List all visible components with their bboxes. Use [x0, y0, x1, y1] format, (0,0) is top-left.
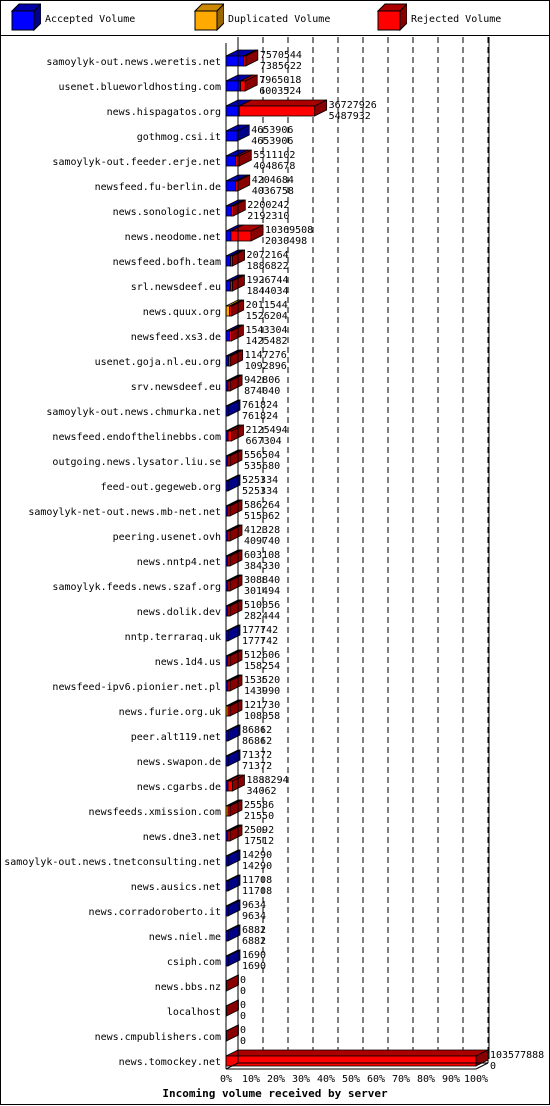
accepted-bar — [226, 231, 231, 241]
value-label-accepted: 0 — [490, 1061, 497, 1072]
category-label: news.neodome.net — [124, 232, 221, 243]
rejected-bar — [244, 56, 246, 66]
category-label: feed-out.gegeweb.org — [100, 482, 221, 493]
category-label: news.tomockey.net — [118, 1057, 221, 1068]
value-label-total: 10369508 — [265, 225, 314, 236]
category-label: news.dolik.dev — [136, 607, 221, 618]
x-tick-label: 40% — [316, 1074, 336, 1085]
x-tick-label: 10% — [241, 1074, 261, 1085]
category-label: newsfeed.fu-berlin.de — [94, 182, 221, 193]
rejected-bar — [236, 181, 238, 191]
value-label-total: 0 — [240, 1000, 247, 1011]
category-label: news.hispagatos.org — [106, 107, 221, 118]
rejected-bar — [230, 281, 232, 291]
category-label: news.furie.org.uk — [118, 707, 221, 718]
category-label: news.sonologic.net — [112, 207, 221, 218]
rejected-bar — [228, 506, 230, 516]
x-tick-label: 30% — [291, 1074, 311, 1085]
category-label: news.quux.org — [142, 307, 221, 318]
accepted-bar — [226, 256, 231, 266]
x-tick-label: 0% — [219, 1074, 233, 1085]
category-label: news.swapon.de — [136, 757, 221, 768]
category-label: newsfeed-ipv6.pionier.net.pl — [52, 682, 221, 693]
value-label-total: 556504 — [244, 450, 281, 461]
value-label-total: 2011544 — [245, 300, 288, 311]
accepted-bar — [226, 206, 231, 216]
bar-chart — [1, 1, 550, 1106]
value-label-total: 11708 — [242, 875, 273, 886]
value-label-total: 761824 — [242, 400, 279, 411]
value-label-accepted: 1844034 — [246, 286, 289, 297]
value-label-total: 308840 — [244, 575, 281, 586]
rejected-bar — [228, 606, 230, 616]
accepted-bar — [226, 106, 239, 116]
value-label-total: 25586 — [244, 800, 275, 811]
category-label: news.corradoroberto.it — [88, 907, 221, 918]
category-label: newsfeed.bofh.team — [112, 257, 221, 268]
value-label-total: 1888294 — [246, 775, 289, 786]
value-label-accepted: 515062 — [244, 511, 281, 522]
x-tick-label: 50% — [341, 1074, 361, 1085]
rejected-bar — [228, 781, 232, 791]
category-label: newsfeed.xs3.de — [130, 332, 221, 343]
rejected-bar — [228, 581, 230, 591]
value-label-total: 36727926 — [328, 100, 377, 111]
value-label-accepted: 4036758 — [251, 186, 294, 197]
value-label-total: 4653906 — [251, 125, 294, 136]
value-label-total: 4204684 — [251, 175, 294, 186]
category-label: samoylyk-net-out.news.mb-net.net — [28, 507, 221, 518]
value-label-accepted: 1886822 — [246, 261, 289, 272]
value-label-accepted: 4653906 — [251, 136, 294, 147]
value-label-accepted: 384330 — [244, 561, 281, 572]
rejected-bar — [229, 356, 231, 366]
value-label-accepted: 525334 — [242, 486, 279, 497]
x-tick-label: 90% — [441, 1074, 461, 1085]
legend-accepted-label: Accepted Volume — [45, 14, 136, 25]
value-label-total: 0 — [240, 1025, 247, 1036]
value-label-accepted: 1425482 — [245, 336, 288, 347]
category-label: samoylyk.feeds.news.szaf.org — [52, 582, 221, 593]
value-label-total: 5511102 — [253, 150, 296, 161]
category-label: news.1d4.us — [154, 657, 221, 668]
value-label-total: 25092 — [244, 825, 275, 836]
rejected-bar — [228, 556, 230, 566]
value-label-total: 586264 — [244, 500, 281, 511]
value-label-accepted: 761824 — [242, 411, 279, 422]
value-label-accepted: 0 — [240, 1011, 247, 1022]
value-label-total: 603108 — [244, 550, 281, 561]
category-label: usenet.goja.nl.eu.org — [94, 357, 221, 368]
rejected-bar — [228, 681, 230, 691]
value-label-accepted: 2030498 — [265, 236, 308, 247]
value-label-accepted: 86862 — [242, 736, 273, 747]
rejected-bar — [228, 381, 230, 391]
category-label: peer.alt119.net — [130, 732, 221, 743]
grid-lines — [263, 37, 488, 1067]
category-label: news.niel.me — [148, 932, 221, 943]
value-label-total: 6882 — [242, 925, 267, 936]
value-label-accepted: 108058 — [244, 711, 281, 722]
value-label-total: 512606 — [244, 650, 281, 661]
value-label-total: 86862 — [242, 725, 273, 736]
value-label-accepted: 301494 — [244, 586, 281, 597]
category-label: srl.newsdeef.eu — [130, 282, 221, 293]
x-tick-label: 60% — [366, 1074, 386, 1085]
rejected-bar — [231, 256, 233, 266]
value-label-total: 1690 — [242, 950, 267, 961]
rejected-bar — [229, 331, 231, 341]
rejected-bar — [226, 1056, 476, 1066]
value-label-accepted: 409740 — [244, 536, 281, 547]
value-label-accepted: 17512 — [244, 836, 275, 847]
value-label-total: 2125494 — [245, 425, 288, 436]
value-label-total: 71372 — [242, 750, 273, 761]
value-label-total: 2072164 — [246, 250, 289, 261]
rejected-bar-top — [226, 1050, 488, 1056]
value-label-accepted: 667304 — [245, 436, 282, 447]
value-label-total: 2200242 — [247, 200, 290, 211]
x-tick-label: 100% — [463, 1074, 489, 1085]
value-label-total: 103577888 — [490, 1050, 545, 1061]
value-label-total: 9634 — [242, 900, 267, 911]
value-label-total: 1147276 — [244, 350, 287, 361]
value-label-total: 525334 — [242, 475, 279, 486]
category-label: news.dne3.net — [142, 832, 221, 843]
category-label: samoylyk-out.feeder.erje.net — [52, 157, 221, 168]
rejected-bar — [228, 706, 230, 716]
value-label-accepted: 6882 — [242, 936, 267, 947]
value-label-accepted: 14290 — [242, 861, 273, 872]
rejected-bar — [228, 656, 230, 666]
value-label-accepted: 1092896 — [244, 361, 287, 372]
category-label: gothmog.csi.it — [136, 132, 221, 143]
value-label-total: 14290 — [242, 850, 273, 861]
value-label-accepted: 71372 — [242, 761, 273, 772]
category-label: samoylyk-out.news.chmurka.net — [46, 407, 221, 418]
category-label: samoylyk-out.news.tnetconsulting.net — [4, 857, 221, 868]
category-label: csiph.com — [166, 957, 221, 968]
value-label-total: 7965018 — [259, 75, 302, 86]
accepted-bar — [226, 331, 229, 341]
rejected-bar — [230, 306, 232, 316]
rejected-bar — [239, 106, 314, 116]
value-label-accepted: 0 — [240, 1036, 247, 1047]
rejected-bar — [228, 531, 230, 541]
duplicated-bar — [226, 306, 230, 316]
value-label-accepted: 1526204 — [245, 311, 288, 322]
rejected-bar — [228, 806, 230, 816]
value-label-total: 7570544 — [259, 50, 302, 61]
value-label-accepted: 9634 — [242, 911, 267, 922]
legend-rejected-label: Rejected Volume — [411, 14, 502, 25]
rejected-bar — [228, 431, 232, 441]
category-label: outgoing.news.lysator.liu.se — [52, 457, 221, 468]
category-label: news.bbs.nz — [154, 982, 221, 993]
value-label-accepted: 1690 — [242, 961, 267, 972]
value-label-total: 177742 — [242, 625, 279, 636]
rejected-bar — [240, 81, 245, 91]
category-label: newsfeeds.xmission.com — [88, 807, 221, 818]
category-label: samoylyk-out.news.weretis.net — [46, 57, 221, 68]
x-tick-label: 70% — [391, 1074, 411, 1085]
category-label: news.cmpublishers.com — [94, 1032, 221, 1043]
accepted-bar — [226, 181, 236, 191]
legend-duplicated-label: Duplicated Volume — [228, 14, 331, 25]
value-label-accepted: 11708 — [242, 886, 273, 897]
value-label-total: 1926744 — [246, 275, 289, 286]
value-label-total: 121730 — [244, 700, 281, 711]
value-label-total: 942806 — [244, 375, 281, 386]
category-label: localhost — [166, 1007, 221, 1018]
value-label-accepted: 535680 — [244, 461, 281, 472]
value-label-accepted: 0 — [240, 986, 247, 997]
rejected-bar — [228, 456, 230, 466]
category-label: news.cgarbs.de — [136, 782, 221, 793]
value-label-accepted: 34062 — [246, 786, 277, 797]
value-label-accepted: 177742 — [242, 636, 279, 647]
value-label-accepted: 2192310 — [247, 211, 290, 222]
category-label: newsfeed.endofthelinebbs.com — [52, 432, 221, 443]
value-label-accepted: 158254 — [244, 661, 281, 672]
category-label: peering.usenet.ovh — [112, 532, 221, 543]
category-label: srv.newsdeef.eu — [130, 382, 221, 393]
category-label: news.ausics.net — [130, 882, 221, 893]
x-axis-title: Incoming volume received by server — [162, 1087, 388, 1100]
category-label: usenet.blueworldhosting.com — [58, 82, 221, 93]
accepted-bar — [226, 131, 237, 141]
x-tick-label: 20% — [266, 1074, 286, 1085]
value-label-total: 510056 — [244, 600, 281, 611]
value-label-total: 153520 — [244, 675, 281, 686]
accepted-bar — [226, 156, 236, 166]
value-label-total: 0 — [240, 975, 247, 986]
value-label-accepted: 4048678 — [253, 161, 296, 172]
value-label-accepted: 143990 — [244, 686, 281, 697]
rejected-bar-top — [239, 100, 326, 106]
value-label-accepted: 21550 — [244, 811, 275, 822]
x-tick-label: 80% — [416, 1074, 436, 1085]
value-label-accepted: 6003524 — [259, 86, 302, 97]
value-label-accepted: 5487932 — [328, 111, 371, 122]
value-label-accepted: 874040 — [244, 386, 281, 397]
accepted-bar — [226, 56, 244, 66]
accepted-bar — [226, 281, 230, 291]
category-label: news.nntp4.net — [136, 557, 221, 568]
rejected-bar — [231, 231, 251, 241]
value-label-accepted: 7385622 — [259, 61, 302, 72]
value-label-accepted: 282444 — [244, 611, 281, 622]
category-label: nntp.terraraq.uk — [124, 632, 221, 643]
value-label-total: 412328 — [244, 525, 281, 536]
rejected-bar — [228, 831, 230, 841]
rejected-bar — [231, 206, 233, 216]
value-label-total: 1543304 — [245, 325, 288, 336]
